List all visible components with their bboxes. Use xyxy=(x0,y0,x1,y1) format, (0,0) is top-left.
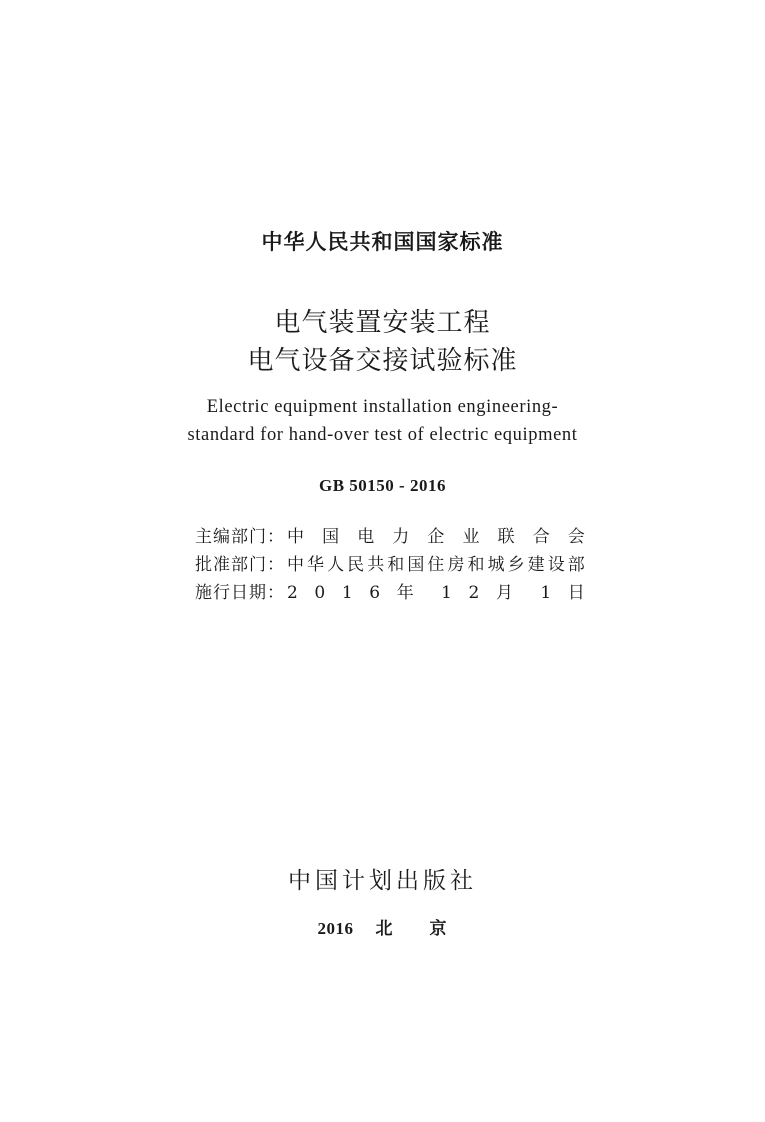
title-en-line-1: Electric equipment installation engineering- xyxy=(206,397,559,417)
meta-block xyxy=(195,522,585,606)
title-cn-line-2: 电气设备交接试验标准 xyxy=(247,346,518,376)
standard-series-heading: 中华人民共和国国家标准 xyxy=(261,230,504,254)
standard-code: GB 50150 - 2016 xyxy=(319,476,446,495)
title-en-line-2: standard for hand-over test of electric equipment xyxy=(187,425,578,445)
publication-line xyxy=(0,914,765,939)
meta-row-effective-date xyxy=(195,578,585,606)
publisher-name: 中国计划出版社 xyxy=(288,868,477,894)
publication-year: 2016 xyxy=(317,919,354,938)
meta-label: 批准部门： xyxy=(195,555,285,575)
title-cn-line-1: 电气装置安装工程 xyxy=(274,308,491,338)
meta-value: 中 国 电 力 企 业 联 合 会 xyxy=(287,527,585,547)
meta-label: 主编部门： xyxy=(195,527,285,547)
meta-label: 施行日期： xyxy=(195,583,285,603)
meta-value: 2 0 1 6 年 1 2 月 1 日 xyxy=(287,583,585,603)
meta-row-approver xyxy=(195,550,585,578)
meta-row-editor xyxy=(195,522,585,550)
meta-value: 中华人民共和国住房和城乡建设部 xyxy=(287,555,585,575)
publication-city: 北 京 xyxy=(375,919,448,939)
